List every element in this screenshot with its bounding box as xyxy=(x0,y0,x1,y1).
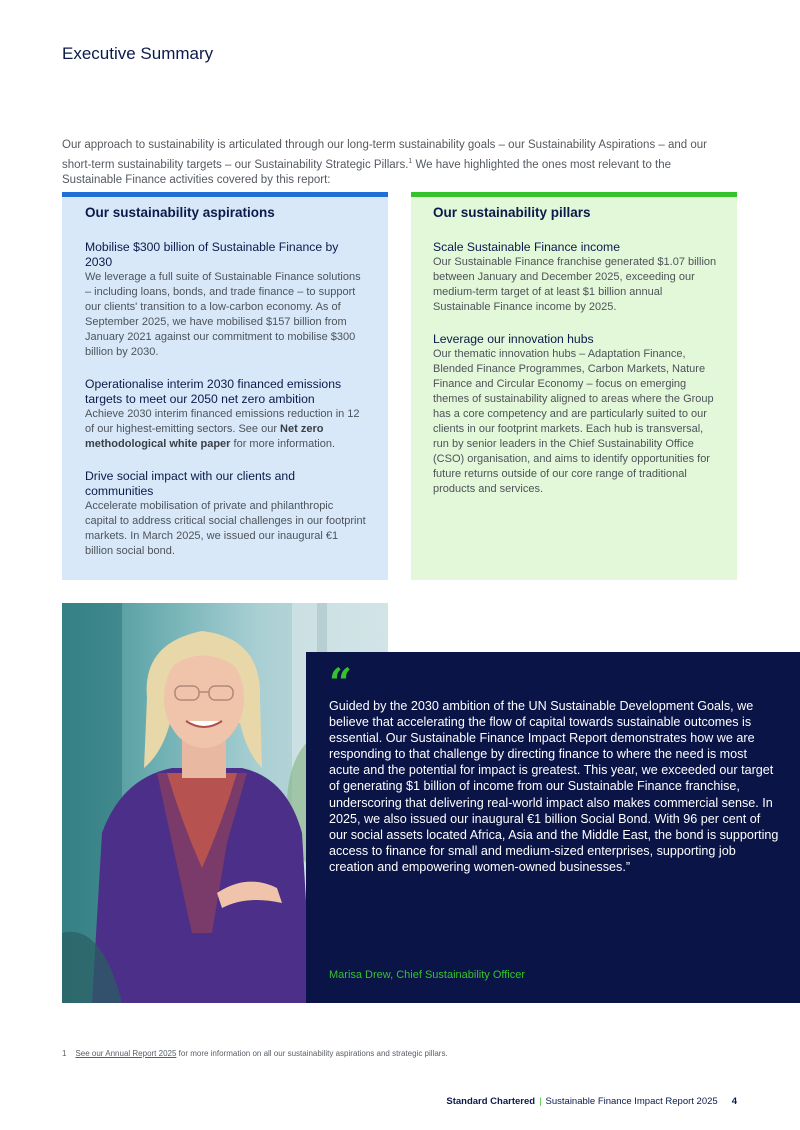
footnote-number: 1 xyxy=(62,1049,67,1058)
page-number: 4 xyxy=(731,1096,737,1107)
aspiration-title: Operationalise interim 2030 financed emissions targets to meet our 2050 net zero ambition xyxy=(85,377,342,406)
footnote-ref[interactable]: 1 xyxy=(408,157,413,165)
aspiration-body xyxy=(85,407,366,452)
page-footer xyxy=(446,1096,737,1107)
page-title: Executive Summary xyxy=(62,44,214,63)
aspiration-body: We leverage a full suite of Sustainable Finance solutions – including loans, bonds, and trade finance – to support our clients' transition to a low-carbon economy. As of September 2025, we have mobilised $157 billion from January 2021 against our commitment to mobilise $300 billion by 2030. xyxy=(85,271,361,358)
intro-text-a: Our approach to sustainability is articulated through our long-term sustainability goals – our Sustainability Aspirations – and our short-term sustainability targets – our Sustainability Strategic Pillars. xyxy=(62,139,707,171)
aspiration-item xyxy=(85,469,366,559)
aspiration-item xyxy=(85,240,366,360)
footnote xyxy=(62,1049,448,1058)
footer-separator: | xyxy=(539,1096,542,1107)
footer-brand: Standard Chartered xyxy=(446,1096,536,1107)
aspiration-body-text: Achieve 2030 interim financed emissions reduction in 12 of our highest-emitting sectors. See our xyxy=(85,408,360,435)
aspirations-heading: Our sustainability aspirations xyxy=(85,205,275,220)
quote-mark-icon: “ xyxy=(329,660,353,707)
aspiration-body: Accelerate mobilisation of private and philanthropic capital to address critical social challenges in our footprint markets. In March 2025, we issued our inaugural €1 billion social bond. xyxy=(85,500,366,557)
pillar-body: Our Sustainable Finance franchise generated $1.07 billion between January and December 2025, exceeding our medium-term target of at least $1 billion annual Sustainable Finance income by 2025. xyxy=(433,256,717,313)
quote-author: Marisa Drew, Chief Sustainability Officer xyxy=(329,969,526,981)
footer-report-title: Sustainable Finance Impact Report 2025 xyxy=(545,1096,718,1107)
pillars-panel xyxy=(411,192,737,580)
pillar-item xyxy=(433,240,717,315)
pillars-heading: Our sustainability pillars xyxy=(433,205,591,220)
pillar-title: Leverage our innovation hubs xyxy=(433,332,594,346)
pillar-title: Scale Sustainable Finance income xyxy=(433,240,620,254)
aspiration-title: Drive social impact with our clients and communities xyxy=(85,469,295,498)
aspiration-title: Mobilise $300 billion of Sustainable Finance by 2030 xyxy=(85,240,339,269)
white-paper-link[interactable]: Net zero methodological white paper xyxy=(85,423,324,450)
quote-box xyxy=(306,652,800,1003)
intro-text-b: We have highlighted the ones most relevant to the Sustainable Finance activities covered by this report: xyxy=(62,158,672,186)
aspirations-panel xyxy=(62,192,388,580)
pillar-body: Our thematic innovation hubs – Adaptation Finance, Blended Finance Programmes, Carbon Markets, Nature Finance and Circular Economy – focus on emerging themes of sustainability aligned to areas where the Group has a core competency and are particularly suited to our clients in our footprint markets. Each hub is transversal, run by senior leaders in the Chief Sustainability Office (CSO) organisation, and aims to identify opportunities for future returns outside of our core range of traditional products and services. xyxy=(433,348,714,495)
annual-report-link[interactable]: See our Annual Report 2025 xyxy=(75,1049,177,1058)
footnote-text: for more information on all our sustainability aspirations and strategic pillars. xyxy=(176,1049,448,1058)
aspiration-item xyxy=(85,377,366,452)
quote-text: Guided by the 2030 ambition of the UN Sustainable Development Goals, we believe that accelerating the flow of capital towards sustainable outcomes is essential. Our Sustainable Finance Impact Report demonstrates how we are responding to that challenge by directing finance to where the need is most acute and the potential for impact is greatest. This year, we exceeded our target of generating $1 billion of income from our Sustainable Finance franchise, underscoring that delivering real-world impact also makes commercial sense. In 2025, we also issued our inaugural €1 billion Social Bond. With 96 per cent of our social assets located Africa, Asia and the Middle East, the bond is supporting access to finance for small and medium-sized enterprises, supporting job creation and empowering women-owned businesses.” xyxy=(329,699,779,874)
aspiration-body-text: for more information. xyxy=(230,438,336,450)
pillar-item xyxy=(433,332,717,497)
intro-paragraph xyxy=(62,138,727,188)
